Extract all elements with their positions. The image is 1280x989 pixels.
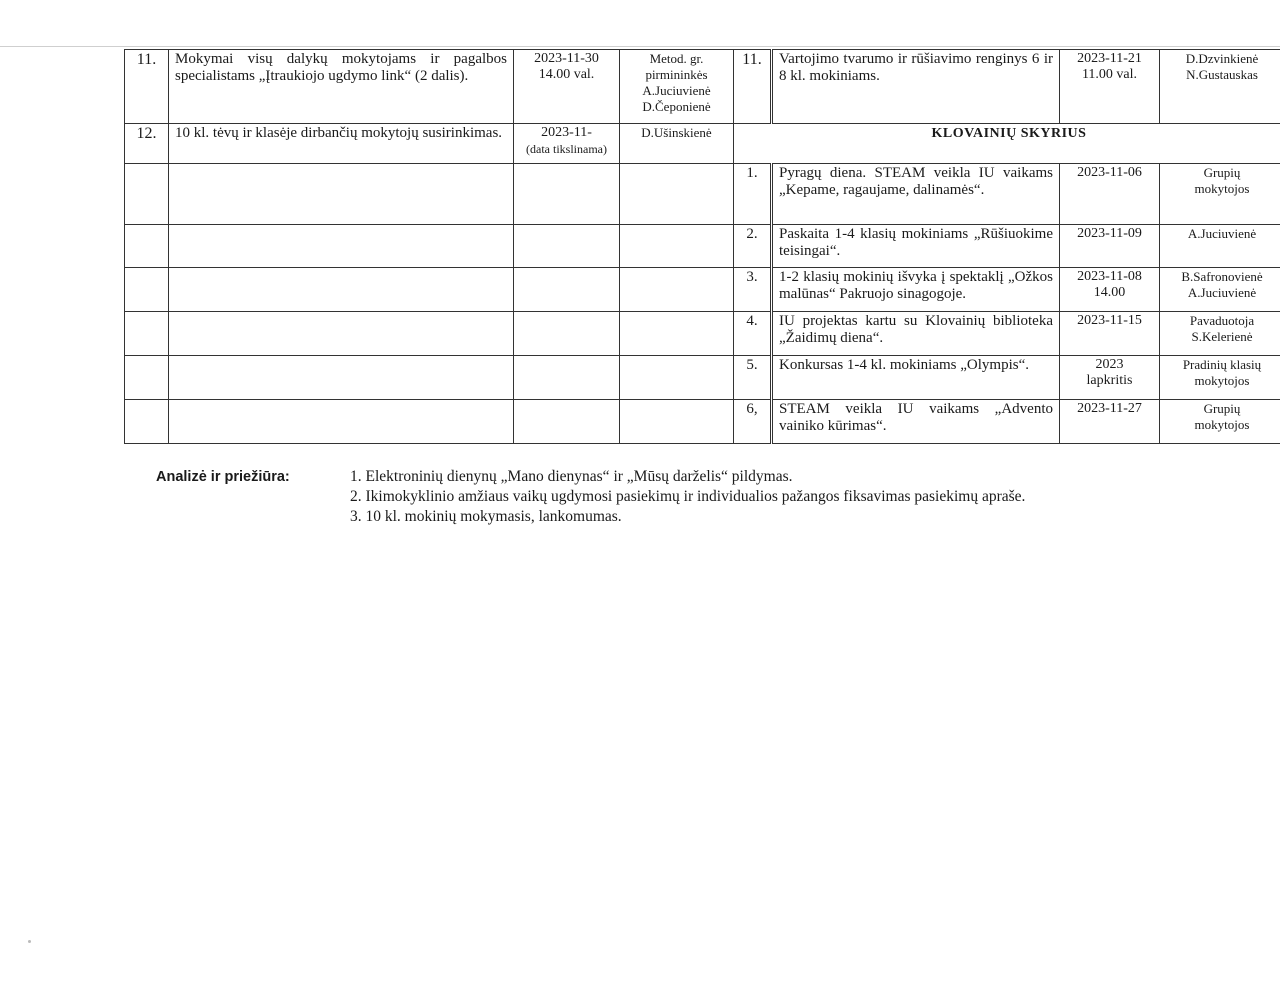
klovainiai-row-date [1060, 268, 1160, 312]
empty-cell [620, 400, 734, 444]
empty-cell [125, 400, 169, 444]
right-row-number: 11. [734, 50, 772, 124]
analysis-item: 1. Elektroninių dienynų „Mano dienynas“ ir „Mūsų darželis“ pildymas. [350, 468, 793, 485]
time-line: 14.00 val. [538, 67, 595, 82]
responsible-line: D.Dzvinkienė [1185, 51, 1259, 66]
analysis-list [350, 467, 1250, 527]
empty-cell [514, 268, 620, 312]
time-line: 11.00 val. [1081, 67, 1138, 82]
table-row [125, 164, 1280, 225]
klovainiai-row-responsible [1160, 356, 1280, 400]
empty-cell [169, 164, 514, 225]
klovainiai-row-activity: Pyragų diena. STEAM veikla IU vaikams „Kepame, ragaujame, dalinamės“. [772, 164, 1060, 225]
left-row-number: 12. [125, 124, 169, 164]
date-line: 2023-11- [541, 125, 592, 140]
klovainiai-row-activity: Konkursas 1-4 kl. mokiniams „Olympis“. [772, 356, 1060, 400]
date-line: 2023-11-06 [1077, 165, 1142, 180]
empty-cell [169, 225, 514, 268]
responsible-line: A.Juciuvienė [1187, 285, 1257, 300]
klovainiai-row-activity: STEAM veikla IU vaikams „Advento vainiko kūrimas“. [772, 400, 1060, 444]
klovainiai-row-activity: IU projektas kartu su Klovainių biblioteka „Žaidimų diena“. [772, 312, 1060, 356]
responsible-line: D.Ušinskienė [641, 125, 712, 140]
left-row-date [514, 50, 620, 124]
responsible-line: Pradinių klasių [1182, 357, 1262, 372]
responsible-line: pirmininkės [645, 67, 708, 82]
left-row-responsible [620, 50, 734, 124]
section-heading: KLOVAINIŲ SKYRIUS [734, 124, 1280, 164]
empty-cell [169, 400, 514, 444]
responsible-line: mokytojos [1194, 181, 1250, 196]
responsible-line: S.Kelerienė [1191, 329, 1253, 344]
klovainiai-row-responsible [1160, 268, 1280, 312]
table-row [125, 312, 1280, 356]
date-note: (data tikslinama) [526, 142, 607, 156]
klovainiai-row-date [1060, 356, 1160, 400]
empty-cell [620, 225, 734, 268]
table-row [125, 225, 1280, 268]
left-row-date [514, 124, 620, 164]
responsible-line: N.Gustauskas [1186, 67, 1258, 82]
klovainiai-row-date [1060, 225, 1160, 268]
date-line: 2023-11-30 [534, 51, 599, 66]
empty-cell [125, 164, 169, 225]
responsible-line: mokytojos [1194, 373, 1250, 388]
table-row [125, 400, 1280, 444]
klovainiai-row-number: 2. [734, 225, 772, 268]
table-row [125, 124, 1280, 164]
page-top-rule [0, 46, 1280, 47]
responsible-line: Pavaduotoja [1189, 313, 1255, 328]
empty-cell [620, 356, 734, 400]
left-row-activity: Mokymai visų dalykų mokytojams ir pagalbos specialistams „Įtraukiojo ugdymo link“ (2 dalis). [169, 50, 514, 124]
empty-cell [514, 225, 620, 268]
time-line: 14.00 [1093, 285, 1126, 300]
right-row-responsible [1160, 50, 1280, 124]
table-row [125, 268, 1280, 312]
left-row-responsible [620, 124, 734, 164]
responsible-line: B.Safronovienė [1181, 269, 1263, 284]
responsible-line: A.Juciuvienė [642, 83, 711, 98]
empty-cell [125, 312, 169, 356]
responsible-line: Grupių [1203, 165, 1241, 180]
klovainiai-row-responsible [1160, 164, 1280, 225]
left-row-number: 11. [125, 50, 169, 124]
analysis-item: 2. Ikimokyklinio amžiaus vaikų ugdymosi pasiekimų ir individualios pažangos fiksavimas pasiekimų apraše. [350, 488, 1026, 505]
date-line: 2023-11-27 [1077, 401, 1142, 416]
date-line: 2023-11-08 [1077, 269, 1142, 284]
scan-speck [28, 940, 31, 943]
responsible-line: Metod. gr. [649, 51, 704, 66]
klovainiai-row-activity: Paskaita 1-4 klasių mokiniams „Rūšiuokime teisingai“. [772, 225, 1060, 268]
empty-cell [125, 356, 169, 400]
date-line: 2023 [1095, 357, 1124, 372]
empty-cell [169, 356, 514, 400]
empty-cell [169, 312, 514, 356]
time-line: lapkritis [1086, 373, 1133, 388]
empty-cell [620, 268, 734, 312]
empty-cell [125, 268, 169, 312]
analysis-item: 3. 10 kl. mokinių mokymasis, lankomumas. [350, 508, 622, 525]
klovainiai-row-number: 3. [734, 268, 772, 312]
right-row-activity: Vartojimo tvarumo ir rūšiavimo renginys 6 ir 8 kl. mokiniams. [772, 50, 1060, 124]
empty-cell [125, 225, 169, 268]
klovainiai-row-number: 1. [734, 164, 772, 225]
klovainiai-row-activity: 1-2 klasių mokinių išvyka į spektaklį „Ožkos malūnas“ Pakruojo sinagogoje. [772, 268, 1060, 312]
right-row-date [1060, 50, 1160, 124]
empty-cell [514, 312, 620, 356]
klovainiai-row-number: 6, [734, 400, 772, 444]
klovainiai-row-responsible [1160, 225, 1280, 268]
klovainiai-row-date [1060, 400, 1160, 444]
responsible-line: A.Juciuvienė [1187, 226, 1257, 241]
empty-cell [514, 356, 620, 400]
analysis-label: Analizė ir priežiūra: [156, 469, 290, 485]
empty-cell [514, 164, 620, 225]
date-line: 2023-11-15 [1077, 313, 1142, 328]
empty-cell [620, 312, 734, 356]
left-row-activity: 10 kl. tėvų ir klasėje dirbančių mokytojų susirinkimas. [169, 124, 514, 164]
klovainiai-row-responsible [1160, 312, 1280, 356]
klovainiai-row-date [1060, 164, 1160, 225]
empty-cell [620, 164, 734, 225]
responsible-line: Grupių [1203, 401, 1241, 416]
date-line: 2023-11-21 [1077, 51, 1142, 66]
klovainiai-row-number: 4. [734, 312, 772, 356]
empty-cell [514, 400, 620, 444]
klovainiai-row-date [1060, 312, 1160, 356]
date-line: 2023-11-09 [1077, 226, 1142, 241]
responsible-line: mokytojos [1194, 417, 1250, 432]
klovainiai-row-responsible [1160, 400, 1280, 444]
table-row [125, 50, 1280, 124]
responsible-line: D.Čeponienė [642, 99, 711, 114]
klovainiai-row-number: 5. [734, 356, 772, 400]
table-row [125, 356, 1280, 400]
empty-cell [169, 268, 514, 312]
activity-plan-table [124, 49, 1280, 444]
